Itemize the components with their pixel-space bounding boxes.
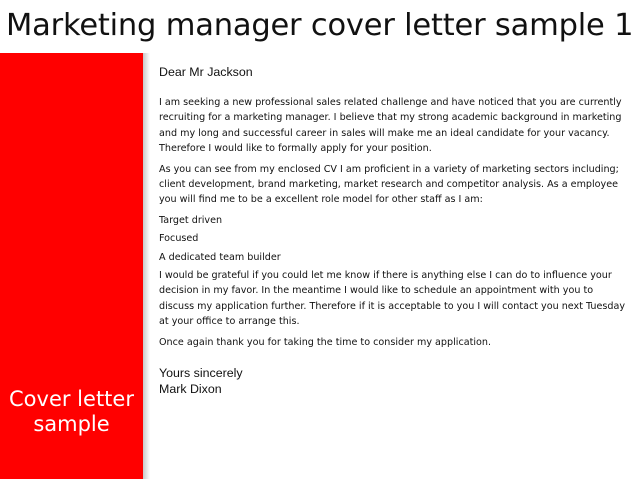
quality-item: Target driven [159, 214, 223, 226]
sidebar-label [0, 387, 143, 437]
sidebar-label-line2: sample [33, 412, 110, 436]
quality-item: Focused [159, 233, 199, 245]
letter-signature: Mark Dixon [159, 382, 222, 397]
sidebar-shadow [143, 53, 150, 479]
letter-salutation: Dear Mr Jackson [159, 65, 253, 79]
letter-paragraph-2: As you can see from my enclosed CV I am proficient in a variety of marketing sectors including; client development, brand marketing, market research and competitor analysis. As a employee you will find me to be a excellent role model for other staff as I am: [159, 163, 619, 206]
letter-paragraph-3: I would be grateful if you could let me know if there is anything else I can do to influence your decision in my favor. In the meantime I would like to schedule an appointment with you to discuss my application further. Therefore if it is acceptable to you I will contact you next Tuesday at your office to arrange this. [159, 270, 626, 328]
letter-closing: Yours sincerely [159, 366, 243, 381]
slide-title: Marketing manager cover letter sample 1 [6, 8, 634, 43]
letter-paragraph-4: Once again thank you for taking the time to consider my application. [159, 336, 492, 348]
letter-body [159, 64, 631, 397]
sidebar-label-line1: Cover letter [9, 387, 134, 411]
quality-item: A dedicated team builder [159, 251, 281, 263]
letter-paragraph-1: I am seeking a new professional sales related challenge and have noticed that you are currently recruiting for a marketing manager. I believe that my strong academic background in marketing and my long and successful career in sales will make me an ideal candidate for your vacancy. Therefore I would like to formally apply for your position. [159, 97, 622, 155]
